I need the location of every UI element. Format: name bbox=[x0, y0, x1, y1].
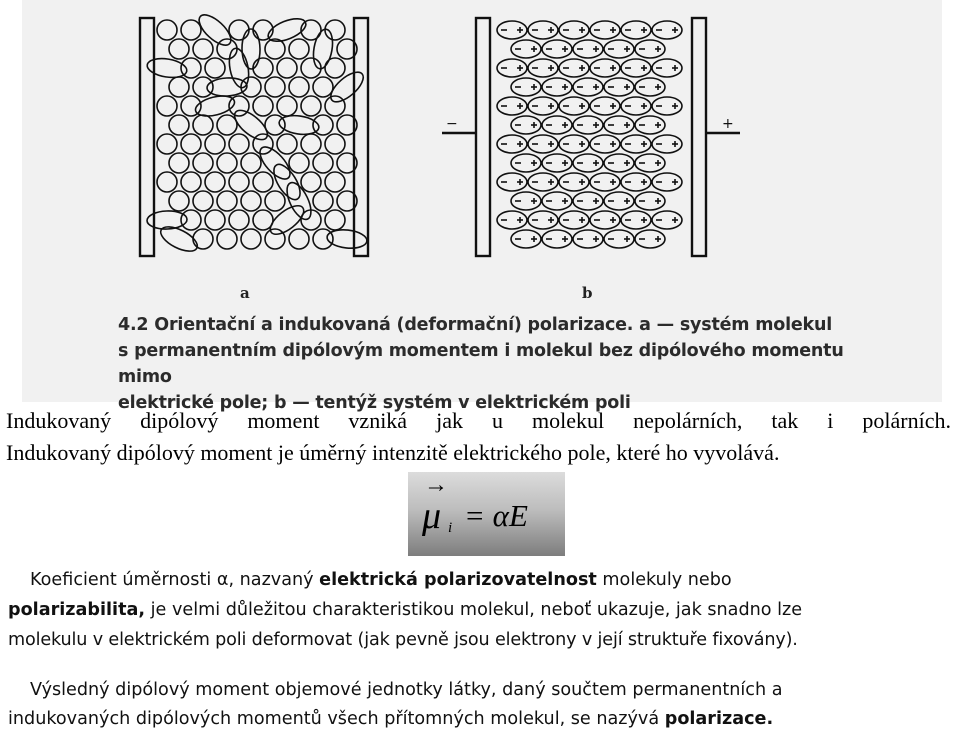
molecule bbox=[265, 77, 285, 97]
molecule bbox=[277, 96, 297, 116]
polar-molecule bbox=[269, 160, 305, 203]
polar-molecule bbox=[242, 29, 261, 69]
molecule bbox=[217, 115, 237, 135]
molecule bbox=[301, 134, 321, 154]
molecules-oriented bbox=[497, 21, 682, 248]
molecule bbox=[277, 58, 297, 78]
molecule bbox=[193, 153, 213, 173]
paragraph-polarizability-line2 bbox=[8, 595, 953, 625]
molecule bbox=[325, 134, 345, 154]
molecule bbox=[217, 229, 237, 249]
caption-line: 4.2 Orientační a indukovaná (deformační) polarizace. a — systém molekul bbox=[118, 315, 833, 335]
text-segment: Koeficient úměrnosti α, nazvaný bbox=[30, 570, 320, 590]
terminal-plus: + bbox=[722, 116, 734, 132]
molecule bbox=[169, 39, 189, 59]
figure-image bbox=[22, 0, 942, 413]
molecule bbox=[169, 115, 189, 135]
caption-line: elektrické pole; b — tentýž systém v elektrickém poli bbox=[118, 393, 631, 413]
polar-molecule bbox=[265, 14, 309, 46]
molecule bbox=[301, 172, 321, 192]
text-segment: je velmi důležitou charakteristikou molekul, neboť ukazuje, jak snadno lze bbox=[145, 600, 803, 620]
molecule bbox=[253, 134, 273, 154]
terminal-minus: − bbox=[446, 116, 458, 132]
molecule bbox=[265, 39, 285, 59]
molecule bbox=[193, 77, 213, 97]
molecule bbox=[325, 210, 345, 230]
polar-molecule bbox=[311, 28, 336, 71]
molecule bbox=[313, 191, 333, 211]
molecule bbox=[241, 191, 261, 211]
molecule bbox=[193, 39, 213, 59]
molecules-random bbox=[146, 10, 368, 256]
text-segment: molekuly nebo bbox=[596, 570, 732, 590]
term-polarizace: polarizace. bbox=[664, 709, 774, 729]
molecule bbox=[157, 134, 177, 154]
molecule bbox=[253, 172, 273, 192]
paragraph-polarizability-line1 bbox=[30, 565, 955, 595]
molecule bbox=[193, 191, 213, 211]
molecule bbox=[181, 210, 201, 230]
text-segment: indukovaných dipólových momentů všech přítomných molekul, se nazývá bbox=[8, 709, 665, 729]
figure-label-a: a bbox=[240, 284, 250, 302]
polar-molecule bbox=[226, 47, 251, 90]
molecule bbox=[229, 20, 249, 40]
molecule bbox=[289, 77, 309, 97]
molecule bbox=[229, 210, 249, 230]
molecule bbox=[181, 20, 201, 40]
molecule bbox=[253, 58, 273, 78]
polar-molecule bbox=[266, 201, 309, 240]
molecule bbox=[325, 58, 345, 78]
molecule bbox=[229, 134, 249, 154]
term-polarizovatelnost: elektrická polarizovatelnost bbox=[319, 570, 597, 590]
molecule bbox=[193, 229, 213, 249]
formula-rhs: = αE bbox=[464, 498, 528, 533]
paragraph-polarizability-line3: molekulu v elektrickém poli deformovat (jak pevně jsou elektrony v její struktuře fixovány). bbox=[8, 630, 798, 650]
molecule bbox=[325, 172, 345, 192]
polar-molecule bbox=[146, 56, 188, 80]
molecule bbox=[289, 39, 309, 59]
formula-subscript: i bbox=[448, 520, 453, 536]
formula-mu: μ bbox=[422, 495, 442, 537]
molecule bbox=[181, 134, 201, 154]
molecule bbox=[229, 96, 249, 116]
molecule bbox=[193, 115, 213, 135]
molecule bbox=[289, 229, 309, 249]
plate-b-left bbox=[476, 18, 490, 256]
plate-b-right bbox=[692, 18, 706, 256]
molecule bbox=[241, 229, 261, 249]
vector-arrow: → bbox=[424, 472, 448, 498]
molecule bbox=[289, 153, 309, 173]
molecule bbox=[277, 134, 297, 154]
paragraph-induced-line2: Indukovaný dipólový moment je úměrný intenzitě elektrického pole, které ho vyvolává. bbox=[6, 440, 780, 465]
molecule bbox=[205, 134, 225, 154]
molecule bbox=[265, 229, 285, 249]
paragraph-induced-line1: Indukovaný dipólový moment vzniká jak u molekul nepolárních, tak i polárních. bbox=[6, 408, 951, 433]
molecule bbox=[181, 58, 201, 78]
molecule bbox=[169, 153, 189, 173]
caption-line: s permanentním dipólovým momentem i molekul bez dipólového momentu mimo bbox=[118, 341, 844, 387]
molecule bbox=[313, 115, 333, 135]
molecule bbox=[241, 153, 261, 173]
figure-label-b: b bbox=[582, 284, 593, 302]
molecule bbox=[301, 96, 321, 116]
molecule bbox=[229, 172, 249, 192]
molecule bbox=[169, 77, 189, 97]
molecule bbox=[313, 153, 333, 173]
molecule bbox=[157, 172, 177, 192]
molecule bbox=[157, 96, 177, 116]
molecule bbox=[169, 191, 189, 211]
polar-molecule bbox=[282, 179, 316, 223]
molecule bbox=[157, 20, 177, 40]
molecule bbox=[205, 210, 225, 230]
molecule bbox=[181, 172, 201, 192]
term-polarizabilita: polarizabilita, bbox=[8, 600, 146, 620]
molecule bbox=[205, 172, 225, 192]
paragraph-polarization-line1: Výsledný dipólový moment objemové jednotky látky, daný součtem permanentních a bbox=[30, 680, 783, 700]
figure-caption bbox=[118, 312, 878, 416]
molecule bbox=[265, 191, 285, 211]
molecule bbox=[325, 96, 345, 116]
molecule bbox=[313, 77, 333, 97]
molecule bbox=[205, 58, 225, 78]
molecule bbox=[217, 191, 237, 211]
molecule bbox=[253, 96, 273, 116]
molecule bbox=[217, 153, 237, 173]
paragraph-polarization-line2 bbox=[8, 704, 953, 734]
formula-box bbox=[408, 472, 565, 556]
